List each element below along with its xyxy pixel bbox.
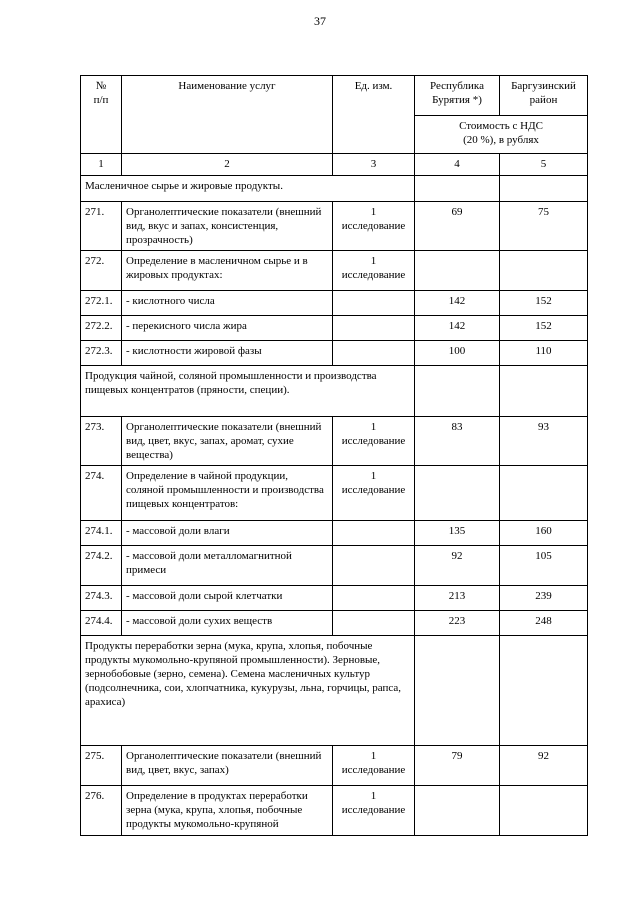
header-name <box>122 76 333 154</box>
column-number: 2 <box>122 154 333 176</box>
row-number: 276. <box>81 786 122 836</box>
price-buryatia: 223 <box>415 611 500 636</box>
header-col4 <box>415 76 500 116</box>
service-row <box>81 521 588 546</box>
unit-cell <box>333 341 415 366</box>
unit-cell: 1 исследование <box>333 251 415 291</box>
section-title: Масленичное сырье и жировые продукты. <box>81 176 415 202</box>
empty-cell <box>415 176 500 202</box>
price-barguzin: 248 <box>500 611 588 636</box>
price-buryatia: 69 <box>415 202 500 251</box>
price-barguzin: 105 <box>500 546 588 586</box>
row-number: 274.4. <box>81 611 122 636</box>
service-row <box>81 202 588 251</box>
row-number: 274. <box>81 466 122 521</box>
unit-cell: 1 исследование <box>333 786 415 836</box>
service-name: Определение в масленичном сырье и в жировых продуктах: <box>122 251 333 291</box>
service-name: - массовой доли влаги <box>122 521 333 546</box>
row-number: 272.3. <box>81 341 122 366</box>
price-buryatia <box>415 786 500 836</box>
price-table <box>80 75 588 836</box>
column-number-row <box>81 154 588 176</box>
price-barguzin: 239 <box>500 586 588 611</box>
row-number: 275. <box>81 746 122 786</box>
header-unit-text: Ед. изм. <box>354 80 393 92</box>
column-number: 5 <box>500 154 588 176</box>
empty-cell <box>415 366 500 417</box>
price-barguzin: 152 <box>500 291 588 316</box>
unit-cell <box>333 291 415 316</box>
unit-cell: 1 исследование <box>333 466 415 521</box>
row-number: 274.3. <box>81 586 122 611</box>
header-cost-text: Стоимость с НДС (20 %), в рублях <box>459 120 543 146</box>
column-number: 3 <box>333 154 415 176</box>
service-name: Органолептические показатели (внешний вид, вкус и запах, консистенция, прозрачность) <box>122 202 333 251</box>
service-row <box>81 611 588 636</box>
row-number: 273. <box>81 417 122 466</box>
service-row <box>81 316 588 341</box>
service-name: - кислотности жировой фазы <box>122 341 333 366</box>
row-number: 274.2. <box>81 546 122 586</box>
empty-cell <box>415 636 500 746</box>
section-title: Продукты переработки зерна (мука, крупа, хлопья, побочные продукты мукомольно-крупяной промышленности). Зерновые, зернобобовые (зерно, семена). Семена масленичных культур (подсолнечника, сои, хлопчатника, кукурузы, льна, горчицы, рапса, арахиса) <box>81 636 415 746</box>
row-number: 272.2. <box>81 316 122 341</box>
service-name: Определение в чайной продукции, соляной промышленности и производства пищевых концентратов: <box>122 466 333 521</box>
row-number: 272.1. <box>81 291 122 316</box>
service-name: - кислотного числа <box>122 291 333 316</box>
service-row <box>81 546 588 586</box>
price-barguzin: 152 <box>500 316 588 341</box>
page-number: 37 <box>314 14 326 28</box>
price-barguzin: 75 <box>500 202 588 251</box>
service-row <box>81 291 588 316</box>
header-cost <box>415 116 588 154</box>
price-buryatia: 100 <box>415 341 500 366</box>
unit-cell <box>333 546 415 586</box>
service-row <box>81 251 588 291</box>
service-row <box>81 786 588 836</box>
price-buryatia: 92 <box>415 546 500 586</box>
unit-cell <box>333 316 415 341</box>
service-name: - массовой доли сырой клетчатки <box>122 586 333 611</box>
unit-cell <box>333 521 415 546</box>
row-number: 272. <box>81 251 122 291</box>
header-unit <box>333 76 415 154</box>
header-row <box>81 76 588 116</box>
section-title: Продукция чайной, соляной промышленности и производства пищевых концентратов (пряности, специи). <box>81 366 415 417</box>
service-row <box>81 341 588 366</box>
price-buryatia: 142 <box>415 291 500 316</box>
service-name: - массовой доли металломагнитной примеси <box>122 546 333 586</box>
header-num <box>81 76 122 154</box>
price-buryatia <box>415 466 500 521</box>
service-name: - массовой доли сухих веществ <box>122 611 333 636</box>
price-barguzin <box>500 466 588 521</box>
header-col5 <box>500 76 588 116</box>
price-buryatia: 142 <box>415 316 500 341</box>
service-row <box>81 746 588 786</box>
price-buryatia: 79 <box>415 746 500 786</box>
header-col5-text: Баргузинский район <box>511 80 576 106</box>
service-row <box>81 417 588 466</box>
price-table-body <box>81 76 588 836</box>
column-number: 1 <box>81 154 122 176</box>
price-barguzin: 92 <box>500 746 588 786</box>
empty-cell <box>500 636 588 746</box>
unit-cell <box>333 611 415 636</box>
price-barguzin <box>500 251 588 291</box>
empty-cell <box>500 366 588 417</box>
price-buryatia: 213 <box>415 586 500 611</box>
price-barguzin: 160 <box>500 521 588 546</box>
service-name: - перекисного числа жира <box>122 316 333 341</box>
section-row <box>81 366 588 417</box>
row-number: 271. <box>81 202 122 251</box>
price-buryatia: 135 <box>415 521 500 546</box>
price-barguzin: 110 <box>500 341 588 366</box>
header-num-text: № п/п <box>93 80 109 106</box>
service-row <box>81 466 588 521</box>
unit-cell: 1 исследование <box>333 202 415 251</box>
section-row <box>81 636 588 746</box>
price-barguzin: 93 <box>500 417 588 466</box>
unit-cell: 1 исследование <box>333 417 415 466</box>
service-name: Органолептические показатели (внешний вид, цвет, вкус, запах, аромат, сухие вещества) <box>122 417 333 466</box>
column-number: 4 <box>415 154 500 176</box>
price-barguzin <box>500 786 588 836</box>
service-row <box>81 586 588 611</box>
empty-cell <box>500 176 588 202</box>
section-row <box>81 176 588 202</box>
price-buryatia <box>415 251 500 291</box>
price-buryatia: 83 <box>415 417 500 466</box>
service-name: Органолептические показатели (внешний вид, цвет, вкус, запах) <box>122 746 333 786</box>
header-col4-text: Республика Бурятия *) <box>429 80 484 106</box>
header-name-text: Наименование услуг <box>178 80 276 92</box>
unit-cell <box>333 586 415 611</box>
row-number: 274.1. <box>81 521 122 546</box>
service-name: Определение в продуктах переработки зерна (мука, крупа, хлопья, побочные продукты мукомольно-крупяной <box>122 786 333 836</box>
unit-cell: 1 исследование <box>333 746 415 786</box>
